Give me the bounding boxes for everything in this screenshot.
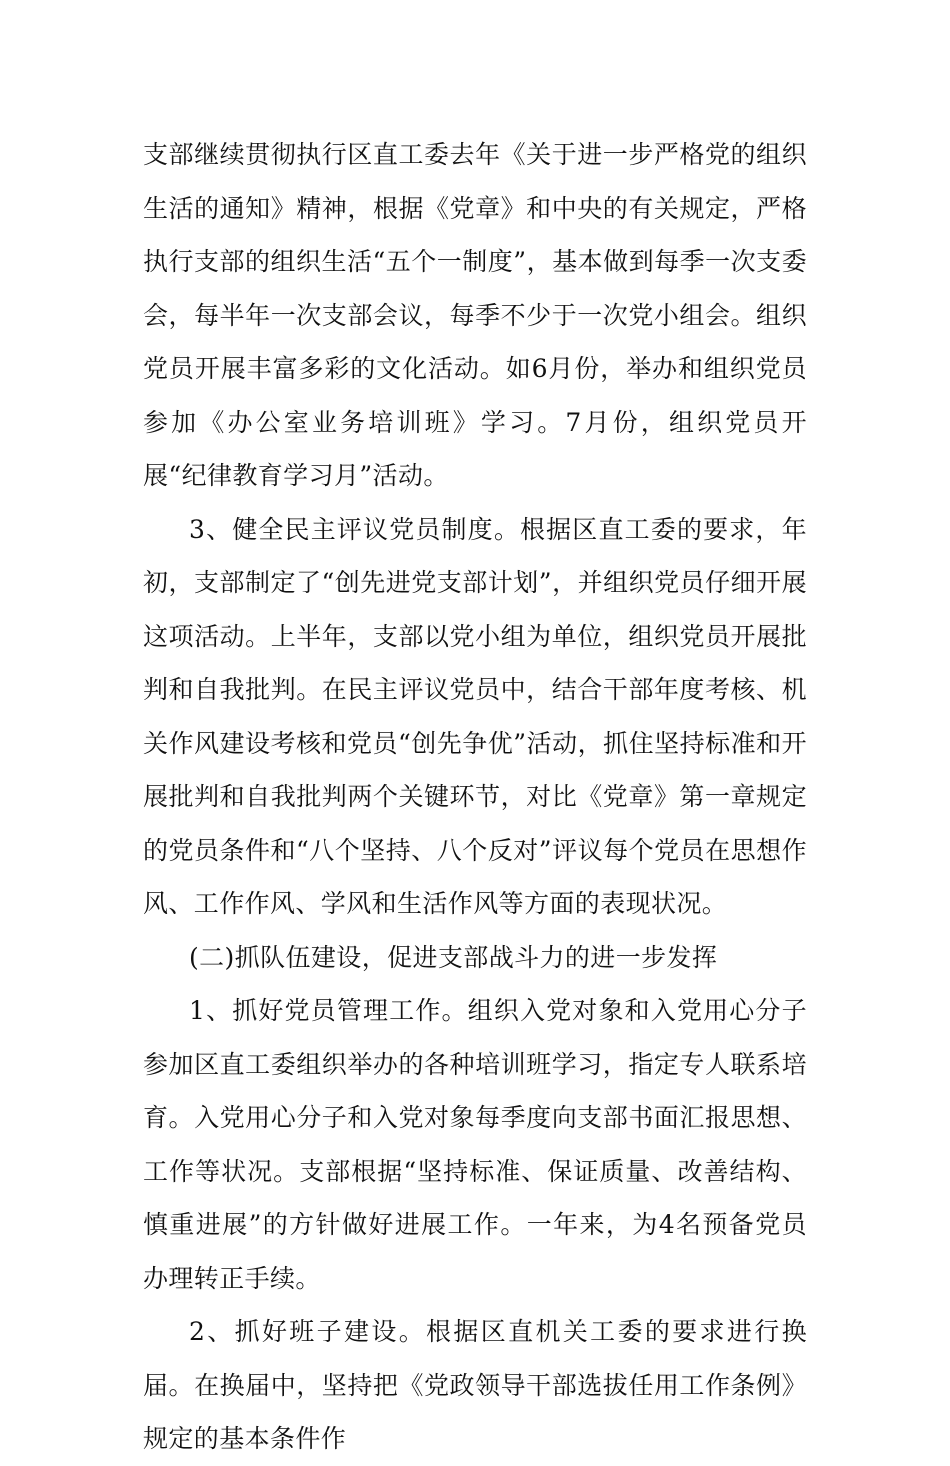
document-body: [143, 128, 807, 1466]
paragraph-member-management: 1、抓好党员管理工作。组织入党对象和入党用心分子参加区直工委组织举办的各种培训班学习，指定专人联系培育。入党用心分子和入党对象每季度向支部书面汇报思想、工作等状况。支部根据“坚持标准、保证质量、改善结构、慎重进展”的方针做好进展工作。一年来，为4名预备党员办理转正手续。: [143, 996, 807, 1293]
paragraph-democratic-review: 3、健全民主评议党员制度。根据区直工委的要求，年初，支部制定了“创先进党支部计划”，并组织党员仔细开展这项活动。上半年，支部以党小组为单位，组织党员开展批判和自我批判。在民主评议党员中，结合干部年度考核、机关作风建设考核和党员“创先争优”活动，抓住坚持标准和开展批判和自我批判两个关键环节，对比《党章》第一章规定的党员条件和“八个坚持、八个反对”评议每个党员在思想作风、工作作风、学风和生活作风等方面的表现状况。: [143, 514, 807, 918]
paragraph-leadership-building: 2、抓好班子建设。根据区直机关工委的要求进行换届。在换届中，坚持把《党政领导干部选拔任用工作条例》规定的基本条件作: [143, 1317, 807, 1453]
section-heading-team-building: (二)抓队伍建设，促进支部战斗力的进一步发挥: [189, 942, 718, 972]
paragraph-organization-life: 支部继续贯彻执行区直工委去年《关于进一步严格党的组织生活的通知》精神，根据《党章》和中央的有关规定，严格执行支部的组织生活“五个一制度”，基本做到每季一次支委会，每半年一次支部会议，每季不少于一次党小组会。组织党员开展丰富多彩的文化活动。如6月份，举办和组织党员参加《办公室业务培训班》学习。7月份，组织党员开展“纪律教育学习月”活动。: [143, 140, 807, 490]
